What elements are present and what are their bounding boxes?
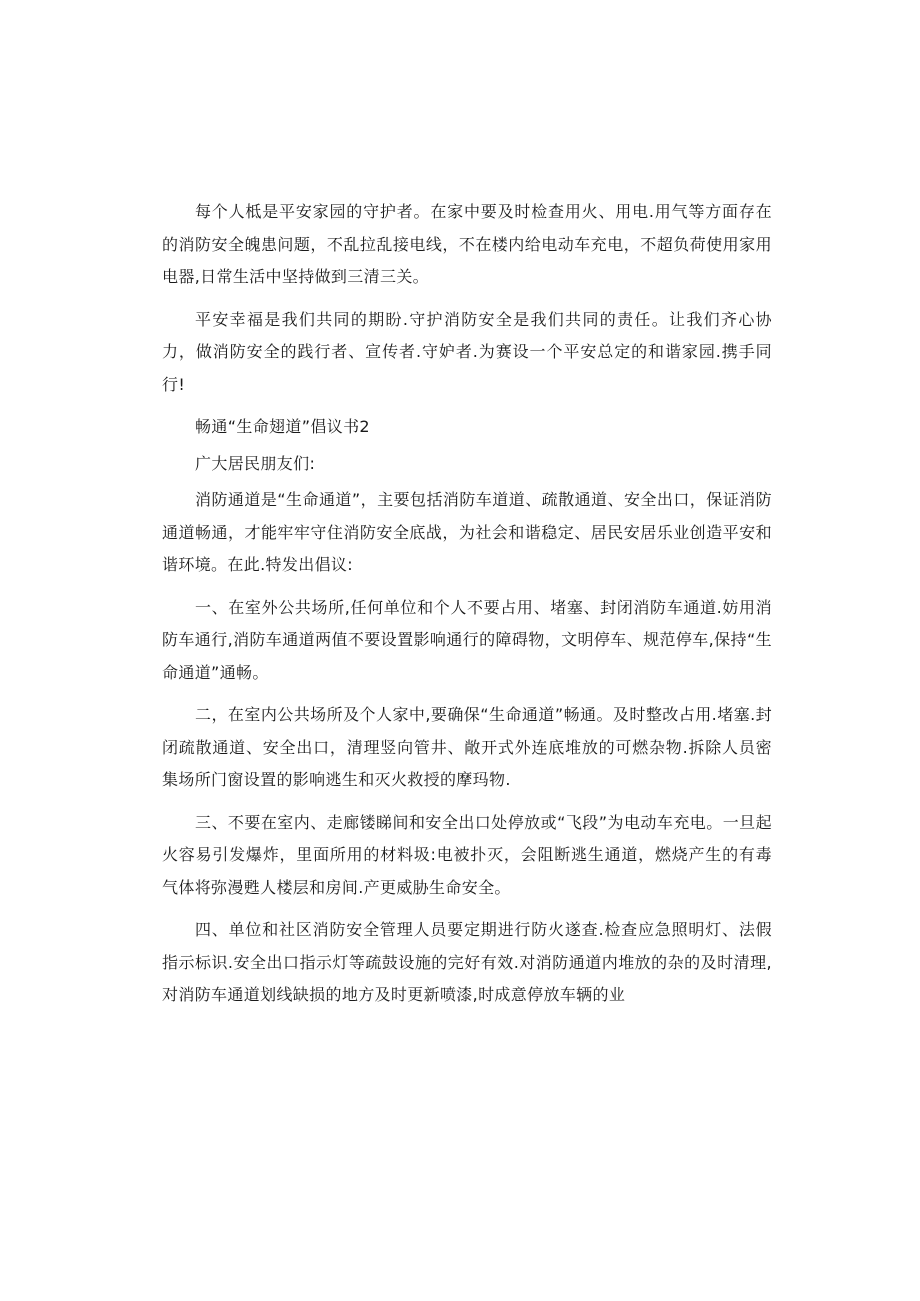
paragraph-item-one: 一、在室外公共场所,任何单位和个人不要占用、堵塞、封闭消防车通道.妨用消防车通行,消防车通道两值不要设置影响通行的障碍物，文明停车、规范停车,保持“生命通道”通畅。 [162, 597, 772, 682]
document-body [162, 196, 772, 1022]
paragraph-shared-responsibility: 平安幸福是我们共同的期盼.守护消防安全是我们共同的责任。让我们齐心协力，做消防安全的践行者、宣传者.守妒者.为赛设一个平安总定的和谐家园.携手同行! [162, 309, 772, 394]
paragraph-fire-safety-guardian: 每个人柢是平安家园的守护者。在家中要及时检查用火、用电.用气等方面存在的消防安全魄患问题，不乱拉乱接电线，不在楼内给电动车充电，不超负荷使用家用电器,日常生活中坚持做到三清三关。 [162, 202, 772, 286]
paragraph-item-four: 四、单位和社区消防安全管理人员要定期进行防火遂查.检查应急照明灯、法假指示标识.安全出口指示灯等疏鼓设施的完好有效.对消防通道内堆放的杂的及时清理,对消防车通道划线缺损的地方及时更新喷漆,时成意停放车辆的业 [162, 920, 772, 1004]
paragraph-item-two: 二，在室内公共场所及个人家中,要确保“生命通道”畅通。及时整改占用.堵塞.封闭疏散通道、安全出口，清理竖向管井、敞开式外连底堆放的可燃杂物.拆除人员密集场所门窗设置的影响逃生和灭火救授的摩玛物. [162, 705, 772, 789]
paragraph-life-passage-intro: 消防通道是“生命通道”，主要包括消防车道道、疏散通道、安全出口，保证消防通道畅通，才能牢牢守住消防安全底战，为社会和谐稳定、居民安居乐业创造平安和谐环境。在此.特发出倡议: [162, 490, 772, 574]
salutation: 广大居民朋友们: [195, 453, 316, 473]
paragraph-item-three: 三、不要在室内、走廊镂睇间和安全出口处停放或“飞段”为电动车充电。一旦起火容易引发爆炸，里面所用的材料圾:电被扑灭，会阻断逃生通道，燃烧产生的有毒气体将弥漫甦人楼层和房间.产更威胁生命安全。 [162, 812, 772, 897]
proposal-title: 畅通“生命翅道”倡议书2 [195, 417, 370, 436]
